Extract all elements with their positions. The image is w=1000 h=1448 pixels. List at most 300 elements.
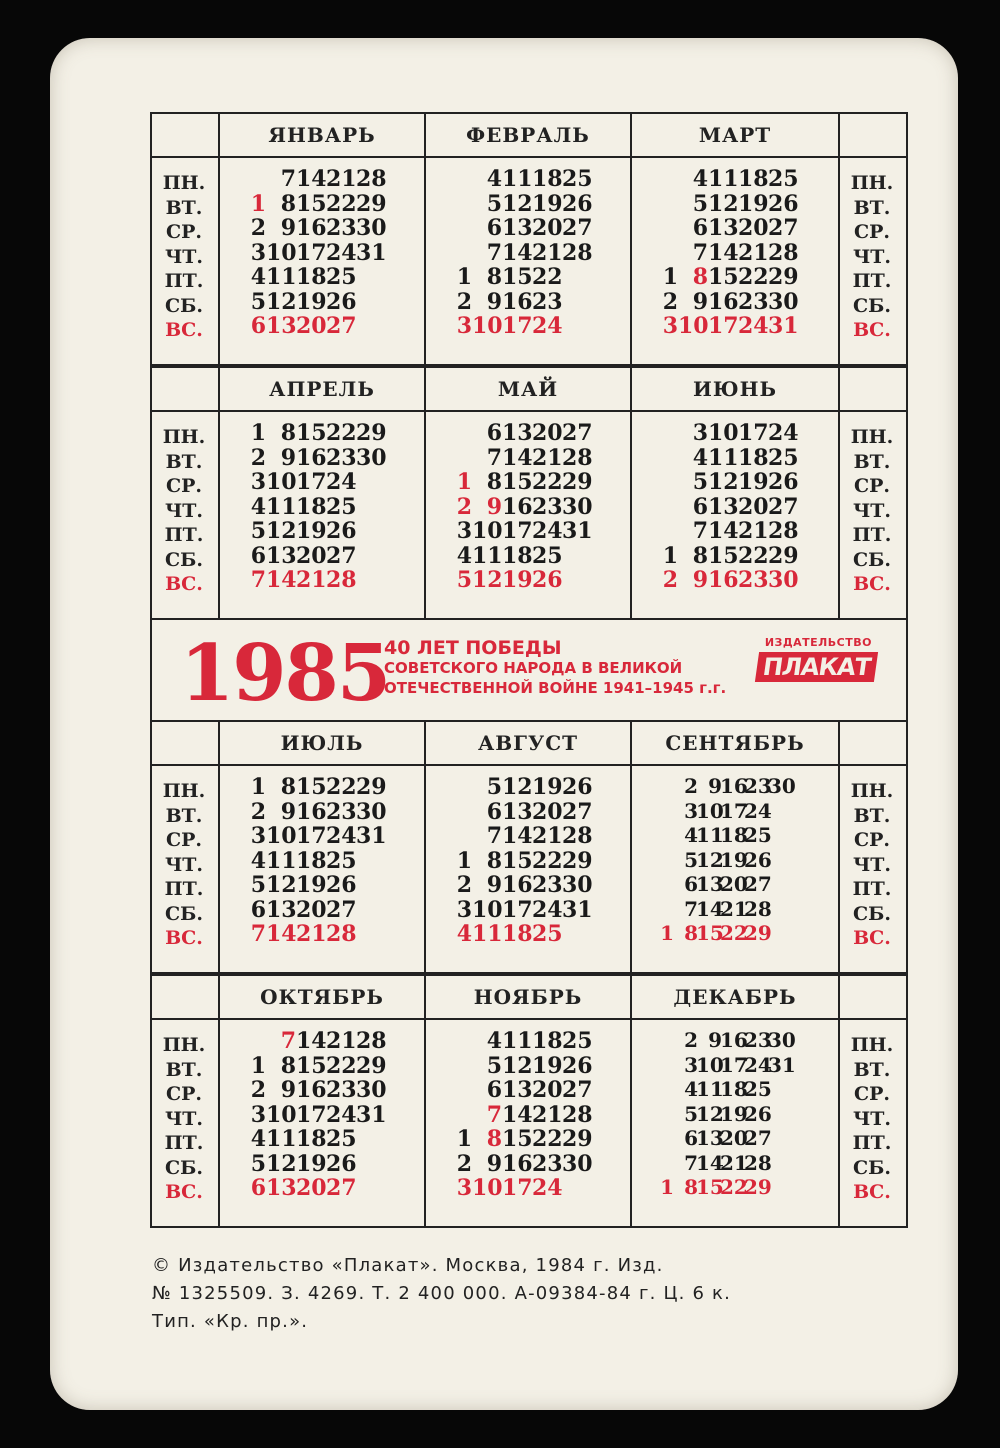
imprint-line-3: Тип. «Кр. пр.». bbox=[152, 1311, 309, 1332]
weekday-label: ВС. bbox=[853, 319, 891, 341]
date-cell: 31 bbox=[356, 239, 387, 266]
date-cell: 25 bbox=[744, 1077, 772, 1101]
date-cell: 25 bbox=[532, 921, 563, 947]
date-cell: 9 bbox=[486, 1150, 502, 1177]
weekday-label: СР. bbox=[853, 1083, 891, 1105]
date-cell: 19 bbox=[532, 774, 563, 800]
weekday-label: ЧТ. bbox=[852, 853, 892, 876]
date-cell: 21 bbox=[326, 1028, 357, 1054]
year-banner bbox=[150, 620, 908, 720]
date-cell: 29 bbox=[562, 847, 593, 874]
date-cell: 29 bbox=[768, 264, 799, 290]
date-cell: 22 bbox=[326, 190, 357, 217]
date-cell: 27 bbox=[326, 542, 357, 569]
date-cell: 13 bbox=[502, 798, 533, 825]
date-cell: 6 bbox=[486, 215, 502, 241]
weekday-label: СР. bbox=[853, 475, 891, 497]
date-cell: 25 bbox=[744, 823, 772, 847]
date-cell: 16 bbox=[708, 288, 739, 315]
date-cell: 11 bbox=[266, 1126, 297, 1152]
date-cell: 8 bbox=[486, 847, 502, 874]
date-cell: 1 bbox=[250, 420, 266, 446]
weekday-label: ПТ. bbox=[164, 878, 204, 900]
date-cell: 21 bbox=[532, 239, 563, 266]
date-cell: 27 bbox=[562, 798, 593, 825]
date-cell: 6 bbox=[692, 215, 708, 241]
weekday-label: СР. bbox=[165, 1083, 203, 1105]
slogan-line-1: 40 ЛЕТ ПОБЕДЫ bbox=[384, 637, 562, 659]
weekday-label: ВС. bbox=[165, 927, 203, 949]
date-cell: 19 bbox=[720, 847, 748, 872]
weekday-label: ПТ. bbox=[164, 1132, 204, 1154]
date-cell: 24 bbox=[744, 1052, 772, 1077]
date-cell: 8 bbox=[692, 542, 708, 569]
date-cell: 28 bbox=[744, 1150, 772, 1175]
weekday-column-right bbox=[838, 114, 906, 364]
weekday-header-blank bbox=[840, 722, 906, 766]
date-cell: 13 bbox=[696, 872, 724, 896]
date-cell: 30 bbox=[356, 215, 387, 241]
weekday-header-blank bbox=[152, 114, 218, 158]
date-cell: 11 bbox=[266, 493, 297, 520]
date-cell: 2 bbox=[662, 288, 678, 315]
date-cell: 3 bbox=[250, 239, 266, 266]
date-cell: 15 bbox=[296, 190, 327, 217]
date-cell: 19 bbox=[296, 518, 327, 544]
weekday-label: ПН. bbox=[162, 172, 206, 194]
date-cell: 24 bbox=[532, 896, 563, 923]
date-cell: 27 bbox=[326, 313, 357, 339]
date-cell: 7 bbox=[486, 823, 502, 849]
date-cell: 18 bbox=[296, 1126, 327, 1152]
date-cell: 25 bbox=[326, 264, 357, 290]
date-cell: 17 bbox=[720, 1052, 748, 1077]
date-cell: 15 bbox=[502, 469, 533, 495]
date-cell: 17 bbox=[738, 420, 769, 446]
date-cell: 10 bbox=[472, 518, 503, 544]
date-cell: 13 bbox=[266, 896, 297, 923]
date-cell: 6 bbox=[250, 1175, 266, 1201]
date-cell: 19 bbox=[296, 288, 327, 315]
weekday-label: ВС. bbox=[165, 319, 203, 341]
weekday-label: ВТ. bbox=[165, 196, 203, 219]
date-cell: 12 bbox=[696, 1101, 724, 1126]
date-cell: 4 bbox=[250, 264, 266, 290]
calendar-row-4 bbox=[150, 974, 908, 1228]
date-cell: 25 bbox=[532, 542, 563, 569]
date-cell: 9 bbox=[486, 288, 502, 315]
date-cell: 27 bbox=[768, 493, 799, 520]
date-cell: 2 bbox=[250, 798, 266, 825]
month-block bbox=[632, 368, 840, 618]
date-cell: 2 bbox=[662, 567, 678, 593]
date-cell: 1 bbox=[456, 469, 472, 495]
date-cell: 4 bbox=[456, 921, 472, 947]
date-cell: 7 bbox=[486, 1101, 502, 1128]
date-cell: 4 bbox=[684, 823, 698, 847]
date-cell: 21 bbox=[720, 896, 748, 921]
date-cell: 11 bbox=[696, 1077, 724, 1101]
date-cell: 28 bbox=[744, 896, 772, 921]
date-cell: 5 bbox=[250, 1150, 266, 1177]
date-cell: 4 bbox=[250, 493, 266, 520]
date-cell: 5 bbox=[456, 567, 472, 593]
weekday-label: ПН. bbox=[850, 426, 894, 448]
date-cell: 6 bbox=[250, 896, 266, 923]
date-cell: 30 bbox=[562, 1150, 593, 1177]
date-cell: 29 bbox=[356, 1052, 387, 1079]
date-cell: 10 bbox=[678, 313, 709, 339]
date-cell: 6 bbox=[684, 872, 698, 896]
date-cell: 1 bbox=[250, 1052, 266, 1079]
date-cell: 3 bbox=[692, 420, 708, 446]
weekday-header-blank bbox=[840, 114, 906, 158]
date-cell: 10 bbox=[696, 1052, 724, 1077]
date-cell: 14 bbox=[708, 239, 739, 266]
date-cell: 3 bbox=[684, 1052, 698, 1077]
date-cell: 21 bbox=[738, 518, 769, 544]
date-cell: 27 bbox=[744, 872, 772, 896]
date-cell: 29 bbox=[562, 469, 593, 495]
date-cell: 22 bbox=[532, 469, 563, 495]
date-cell: 19 bbox=[296, 872, 327, 898]
date-cell: 16 bbox=[502, 1150, 533, 1177]
date-cell: 12 bbox=[502, 1052, 533, 1079]
weekday-label: СБ. bbox=[165, 1156, 203, 1179]
date-cell: 3 bbox=[250, 1101, 266, 1128]
date-cell: 3 bbox=[250, 469, 266, 495]
victory-slogan bbox=[384, 638, 726, 698]
date-cell: 22 bbox=[720, 921, 748, 945]
date-cell: 22 bbox=[326, 420, 357, 446]
date-cell: 26 bbox=[744, 1101, 772, 1126]
date-cell: 7 bbox=[250, 921, 266, 947]
date-cell: 4 bbox=[684, 1077, 698, 1101]
weekday-label: ЧТ. bbox=[852, 1107, 892, 1130]
date-cell: 8 bbox=[486, 1126, 502, 1152]
month-block bbox=[220, 976, 426, 1226]
date-cell: 11 bbox=[708, 444, 739, 471]
weekday-header-blank bbox=[152, 368, 218, 412]
date-cell: 19 bbox=[532, 1052, 563, 1079]
date-cell: 17 bbox=[296, 1101, 327, 1128]
date-cell: 8 bbox=[486, 469, 502, 495]
date-cell: 7 bbox=[692, 518, 708, 544]
date-cell: 20 bbox=[296, 896, 327, 923]
date-cell: 4 bbox=[486, 1028, 502, 1054]
weekday-label: СР. bbox=[165, 829, 203, 851]
date-cell: 20 bbox=[720, 872, 748, 896]
imprint-line-2: № 1325509. З. 4269. Т. 2 400 000. А-09384-84 г. Ц. 6 к. bbox=[152, 1283, 732, 1304]
date-cell: 28 bbox=[562, 444, 593, 471]
date-cell: 18 bbox=[296, 264, 327, 290]
weekday-label: ПТ. bbox=[852, 1132, 892, 1154]
date-cell: 17 bbox=[720, 798, 748, 823]
date-cell: 25 bbox=[326, 1126, 357, 1152]
date-cell: 15 bbox=[696, 921, 724, 945]
date-cell: 23 bbox=[532, 493, 563, 520]
date-cell: 3 bbox=[684, 798, 698, 823]
date-cell: 3 bbox=[456, 1175, 472, 1201]
date-cell: 22 bbox=[326, 1052, 357, 1079]
date-cell: 12 bbox=[708, 190, 739, 217]
date-cell: 10 bbox=[472, 896, 503, 923]
date-cell: 27 bbox=[744, 1126, 772, 1150]
weekday-label: ВС. bbox=[165, 573, 203, 595]
weekday-label: СБ. bbox=[853, 294, 891, 317]
date-cell: 24 bbox=[326, 1101, 357, 1128]
date-cell: 18 bbox=[502, 542, 533, 569]
weekday-column-right bbox=[838, 368, 906, 618]
date-cell: 7 bbox=[684, 1150, 698, 1175]
date-cell: 7 bbox=[486, 239, 502, 266]
date-cell: 16 bbox=[502, 872, 533, 898]
weekday-label: ЧТ. bbox=[852, 245, 892, 268]
date-cell: 24 bbox=[326, 469, 357, 495]
weekday-column-left bbox=[152, 722, 220, 972]
date-cell: 28 bbox=[326, 921, 357, 947]
date-cell: 20 bbox=[532, 1077, 563, 1103]
date-cell: 5 bbox=[486, 1052, 502, 1079]
date-cell: 9 bbox=[692, 288, 708, 315]
date-cell: 5 bbox=[692, 469, 708, 495]
date-cell: 9 bbox=[708, 774, 722, 798]
date-cell: 16 bbox=[720, 1028, 748, 1052]
date-cell: 7 bbox=[280, 1028, 296, 1054]
date-cell: 19 bbox=[738, 469, 769, 495]
date-cell: 21 bbox=[720, 1150, 748, 1175]
weekday-label: ЧТ. bbox=[164, 1107, 204, 1130]
weekday-label: СР. bbox=[165, 475, 203, 497]
date-cell: 5 bbox=[684, 847, 698, 872]
date-cell: 6 bbox=[684, 1126, 698, 1150]
date-cell: 20 bbox=[532, 798, 563, 825]
date-cell: 9 bbox=[280, 798, 296, 825]
date-cell: 21 bbox=[296, 567, 327, 593]
date-cell: 9 bbox=[708, 1028, 722, 1052]
date-cell: 26 bbox=[532, 567, 563, 593]
date-cell: 17 bbox=[502, 313, 533, 339]
date-cell: 22 bbox=[532, 1126, 563, 1152]
month-block bbox=[426, 722, 632, 972]
date-cell: 11 bbox=[266, 264, 297, 290]
date-cell: 27 bbox=[768, 215, 799, 241]
weekday-label: ПТ. bbox=[852, 270, 892, 292]
date-cell: 17 bbox=[296, 469, 327, 495]
date-cell: 5 bbox=[250, 872, 266, 898]
date-cell: 27 bbox=[562, 215, 593, 241]
month-block bbox=[220, 114, 426, 364]
date-cell: 28 bbox=[356, 1028, 387, 1054]
date-cell: 12 bbox=[266, 518, 297, 544]
weekday-label: ПН. bbox=[850, 1034, 894, 1056]
calendar-row-3 bbox=[150, 720, 908, 974]
weekday-column-left bbox=[152, 976, 220, 1226]
date-cell: 17 bbox=[502, 896, 533, 923]
date-cell: 22 bbox=[326, 774, 357, 800]
date-cell: 22 bbox=[720, 1175, 748, 1199]
date-cell: 27 bbox=[562, 420, 593, 446]
date-cell: 24 bbox=[768, 420, 799, 446]
date-cell: 25 bbox=[326, 847, 357, 874]
weekday-column-left bbox=[152, 114, 220, 364]
date-cell: 14 bbox=[266, 567, 297, 593]
month-block bbox=[220, 722, 426, 972]
date-cell: 8 bbox=[280, 190, 296, 217]
date-cell: 5 bbox=[486, 774, 502, 800]
date-cell: 23 bbox=[738, 567, 769, 593]
date-cell: 15 bbox=[502, 847, 533, 874]
date-cell: 29 bbox=[744, 921, 772, 945]
date-cell: 11 bbox=[266, 847, 297, 874]
date-cell: 16 bbox=[502, 288, 533, 315]
weekday-label: ЧТ. bbox=[164, 853, 204, 876]
weekday-label: ВТ. bbox=[853, 450, 891, 473]
date-cell: 15 bbox=[708, 264, 739, 290]
date-cell: 14 bbox=[502, 444, 533, 471]
weekday-label: ВТ. bbox=[853, 196, 891, 219]
date-cell: 18 bbox=[296, 493, 327, 520]
date-cell: 18 bbox=[720, 1077, 748, 1101]
publisher-logo: ПЛАКАТ bbox=[755, 652, 878, 682]
date-cell: 7 bbox=[280, 166, 296, 192]
date-cell: 24 bbox=[532, 313, 563, 339]
date-cell: 24 bbox=[744, 798, 772, 823]
date-cell: 26 bbox=[744, 847, 772, 872]
date-cell: 28 bbox=[356, 166, 387, 192]
weekday-label: ПН. bbox=[850, 780, 894, 802]
date-cell: 14 bbox=[296, 1028, 327, 1054]
date-cell: 24 bbox=[532, 1175, 563, 1201]
weekday-header-blank bbox=[152, 722, 218, 766]
date-cell: 24 bbox=[326, 823, 357, 849]
date-cell: 22 bbox=[738, 264, 769, 290]
date-cell: 18 bbox=[502, 921, 533, 947]
weekday-label: ВС. bbox=[853, 927, 891, 949]
date-cell: 9 bbox=[280, 215, 296, 241]
date-cell: 23 bbox=[326, 215, 357, 241]
date-cell: 14 bbox=[696, 896, 724, 921]
date-cell: 23 bbox=[744, 774, 772, 798]
date-cell: 25 bbox=[326, 493, 357, 520]
date-cell: 29 bbox=[356, 774, 387, 800]
date-cell: 31 bbox=[562, 518, 593, 544]
date-cell: 1 bbox=[456, 264, 472, 290]
weekday-label: ЧТ. bbox=[852, 499, 892, 522]
date-cell: 3 bbox=[250, 823, 266, 849]
date-cell: 28 bbox=[562, 823, 593, 849]
date-cell: 19 bbox=[720, 1101, 748, 1126]
date-cell: 17 bbox=[502, 1175, 533, 1201]
date-cell: 9 bbox=[486, 493, 502, 520]
weekday-header-blank bbox=[840, 976, 906, 1020]
date-cell: 14 bbox=[502, 1101, 533, 1128]
date-cell: 7 bbox=[250, 567, 266, 593]
date-cell: 9 bbox=[692, 567, 708, 593]
date-cell: 29 bbox=[356, 420, 387, 446]
date-cell: 30 bbox=[768, 774, 796, 798]
date-cell: 13 bbox=[502, 420, 533, 446]
date-cell: 28 bbox=[768, 239, 799, 266]
weekday-label: СБ. bbox=[165, 902, 203, 925]
calendar-row-1 bbox=[150, 112, 908, 366]
date-cell: 12 bbox=[708, 469, 739, 495]
date-cell: 12 bbox=[266, 872, 297, 898]
date-cell: 30 bbox=[356, 1077, 387, 1103]
date-cell: 29 bbox=[768, 542, 799, 569]
weekday-header-blank bbox=[152, 976, 218, 1020]
weekday-label: ПТ. bbox=[852, 524, 892, 546]
weekday-label: ПТ. bbox=[852, 878, 892, 900]
weekday-label: СБ. bbox=[853, 902, 891, 925]
month-block bbox=[426, 976, 632, 1226]
date-cell: 6 bbox=[486, 1077, 502, 1103]
date-cell: 14 bbox=[696, 1150, 724, 1175]
weekday-label: СБ. bbox=[165, 548, 203, 571]
date-cell: 19 bbox=[532, 190, 563, 217]
date-cell: 15 bbox=[696, 1175, 724, 1199]
date-cell: 29 bbox=[562, 1126, 593, 1152]
date-cell: 10 bbox=[266, 1101, 297, 1128]
month-title: ИЮНЬ bbox=[632, 368, 838, 412]
date-cell: 10 bbox=[472, 313, 503, 339]
weekday-column-right bbox=[838, 722, 906, 972]
date-cell: 8 bbox=[486, 264, 502, 290]
date-cell: 29 bbox=[744, 1175, 772, 1199]
date-cell: 2 bbox=[456, 288, 472, 315]
date-cell: 30 bbox=[356, 444, 387, 471]
month-block bbox=[220, 368, 426, 618]
weekday-label: ВС. bbox=[165, 1181, 203, 1203]
date-cell: 26 bbox=[768, 190, 799, 217]
date-cell: 12 bbox=[266, 1150, 297, 1177]
date-cell: 13 bbox=[266, 1175, 297, 1201]
date-cell: 11 bbox=[502, 1028, 533, 1054]
date-cell: 10 bbox=[266, 469, 297, 495]
date-cell: 2 bbox=[684, 774, 698, 798]
date-cell: 8 bbox=[684, 921, 698, 945]
year-title: 1985 bbox=[180, 628, 390, 719]
date-cell: 13 bbox=[708, 493, 739, 520]
month-title: ИЮЛЬ bbox=[220, 722, 424, 766]
date-cell: 17 bbox=[296, 239, 327, 266]
month-title: ОКТЯБРЬ bbox=[220, 976, 424, 1020]
date-cell: 10 bbox=[696, 798, 724, 823]
date-cell: 3 bbox=[456, 518, 472, 544]
date-cell: 22 bbox=[532, 847, 563, 874]
date-cell: 5 bbox=[250, 288, 266, 315]
date-cell: 23 bbox=[532, 288, 563, 315]
weekday-label: ЧТ. bbox=[164, 245, 204, 268]
date-cell: 13 bbox=[696, 1126, 724, 1150]
month-title: ЯНВАРЬ bbox=[220, 114, 424, 158]
date-cell: 26 bbox=[326, 518, 357, 544]
month-block bbox=[632, 976, 840, 1226]
weekday-header-blank bbox=[840, 368, 906, 412]
date-cell: 26 bbox=[562, 1052, 593, 1079]
date-cell: 1 bbox=[662, 542, 678, 569]
date-cell: 18 bbox=[532, 1028, 563, 1054]
date-cell: 6 bbox=[486, 798, 502, 825]
date-cell: 11 bbox=[502, 166, 533, 192]
date-cell: 24 bbox=[326, 239, 357, 266]
date-cell: 8 bbox=[280, 774, 296, 800]
date-cell: 13 bbox=[502, 1077, 533, 1103]
date-cell: 5 bbox=[486, 190, 502, 217]
date-cell: 31 bbox=[768, 1052, 796, 1077]
date-cell: 25 bbox=[562, 1028, 593, 1054]
date-cell: 22 bbox=[532, 264, 563, 290]
